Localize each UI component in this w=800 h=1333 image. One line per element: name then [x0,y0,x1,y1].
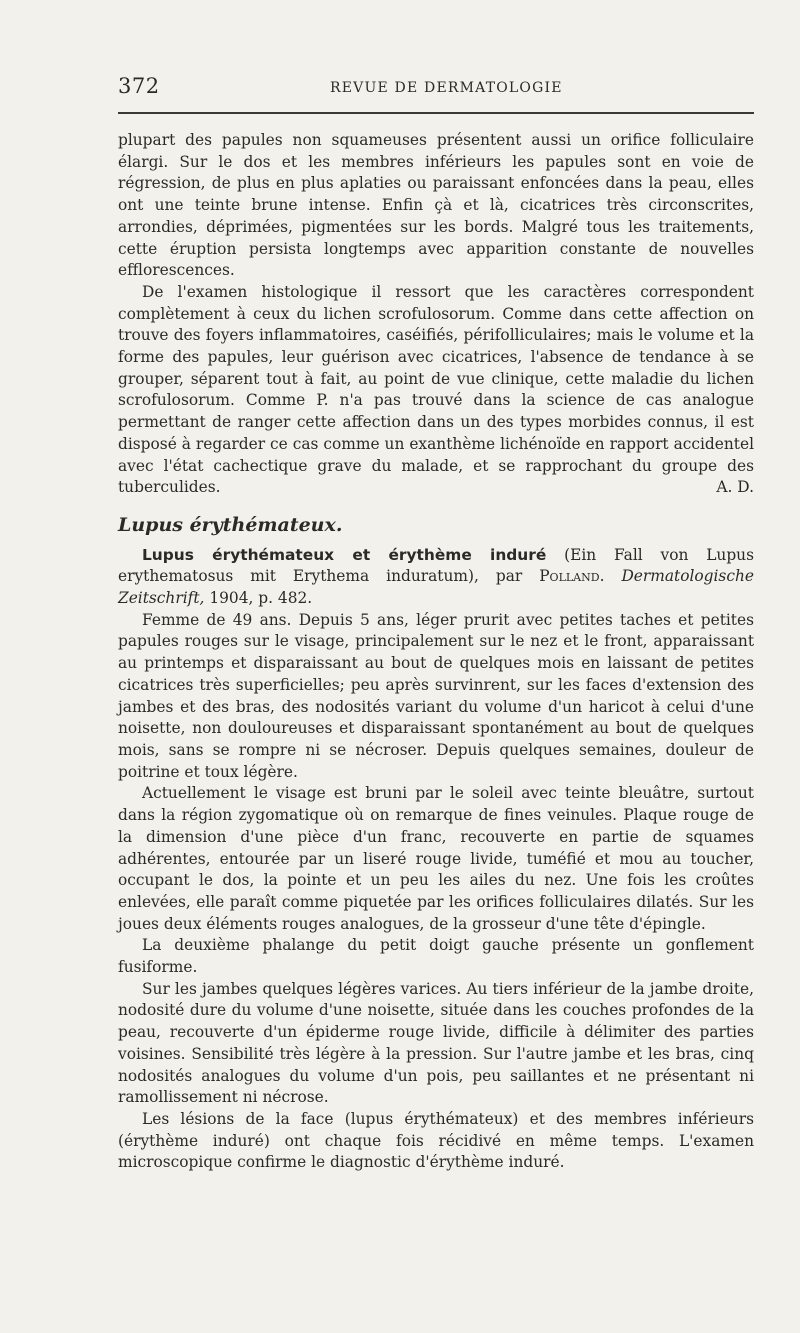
paragraph-text: De l'examen histologique il ressort que les caractères correspondent complètement à ceux du lichen scrofulosorum. Comme dans cette affection on trouve des foyers inflammatoires, caséifiés, périfolliculaires; mais le volume et la forme des papules, leur guérison avec cicatrices, l'absence de tendance à se grouper, séparent tout à fait, au point de vue clinique, cette maladie du lichen scrofulosorum. Comme P. n'a pas trouvé dans la science de cas analogue permettant de ranger cette affection dans un des types morbides connus, il est disposé à regarder ce cas comme un exanthème lichénoïde en rapport accidentel avec l'état cachectique grave du malade, et se rapprochant du groupe des tuberculides. [118,282,754,497]
article-reference [118,545,754,610]
paragraph [118,282,754,499]
signature: A. D. [716,478,754,497]
paragraph: La deuxième phalange du petit doigt gauche présente un gonflement fusiforme. [118,936,754,977]
page-body [118,130,754,1174]
journal-ref: 1904, p. 482. [209,589,313,608]
header-rule [118,112,754,114]
original-title: (Ein Fall von Lupus erythematosus mit Erythema induratum), [118,545,754,586]
article-title: Lupus érythémateux et érythème induré [142,545,547,564]
page-header [118,74,754,104]
section-heading: Lupus érythémateux. [118,513,343,536]
par-word: par [495,567,523,586]
paragraph: Actuellement le visage est bruni par le soleil avec teinte bleuâtre, surtout dans la région zygomatique où on remarque de fines veinules. Plaque rouge de la dimension d'une pièce d'un franc, recouverte en partie de squames adhérentes, entourée par un liseré rouge livide, tuméfié et mou au toucher, occupant le dos, la pointe et un peu les ailes du nez. Une fois les croûtes enlevées, elle paraît comme piquetée par les orifices folliculaires dilatés. Sur les joues deux éléments rouges analogues, de la grosseur d'une tête d'épingle. [118,784,754,933]
journal-name: Dermatologische Zeitschrift, [118,567,754,608]
running-title: REVUE DE DERMATOLOGIE [330,80,563,96]
paragraph: Les lésions de la face (lupus érythémateux) et des membres inférieurs (érythème induré) ont chaque fois récidivé en même temps. L'examen microscopique confirme le diagnostic d'érythème induré. [118,1109,754,1172]
paragraph: Femme de 49 ans. Depuis 5 ans, léger prurit avec petites taches et petites papules rouges sur le visage, principalement sur le nez et le front, apparaissant au printemps et disparaissant au bout de quelques mois en laissant de petites cicatrices très superficielles; peu après survinrent, sur les faces d'extension des jambes et des bras, des nodosités variant du volume d'un haricot à celui d'une noisette, non douloureuses et disparaissant spontanément au bout de quelques mois, sans se rompre ni se nécroser. Depuis quelques semaines, douleur de poitrine et toux légère. [118,610,754,781]
article-author: Polland. [539,567,605,586]
page-number: 372 [118,74,160,98]
paragraph: plupart des papules non squameuses présentent aussi un orifice folliculaire élargi. Sur le dos et les membres inférieurs les papules sont en voie de régression, de plus en plus aplaties ou paraissant enfoncées dans la peau, elles ont une teinte brune intense. Enfin çà et là, cicatrices très circonscrites, arrondies, déprimées, pigmentées sur les bords. Malgré tous les traitements, cette éruption persista longtemps avec apparition constante de nouvelles efflorescences. [118,131,754,280]
paragraph: Sur les jambes quelques légères varices. Au tiers inférieur de la jambe droite, nodosité dure du volume d'une noisette, située dans les couches profondes de la peau, recouverte d'un épiderme rouge livide, difficile à délimiter des parties voisines. Sensibilité très légère à la pression. Sur l'autre jambe et les bras, cinq nodosités analogues du volume d'un pois, peu saillantes et ne présentant ni ramollissement ni nécrose. [118,979,754,1107]
